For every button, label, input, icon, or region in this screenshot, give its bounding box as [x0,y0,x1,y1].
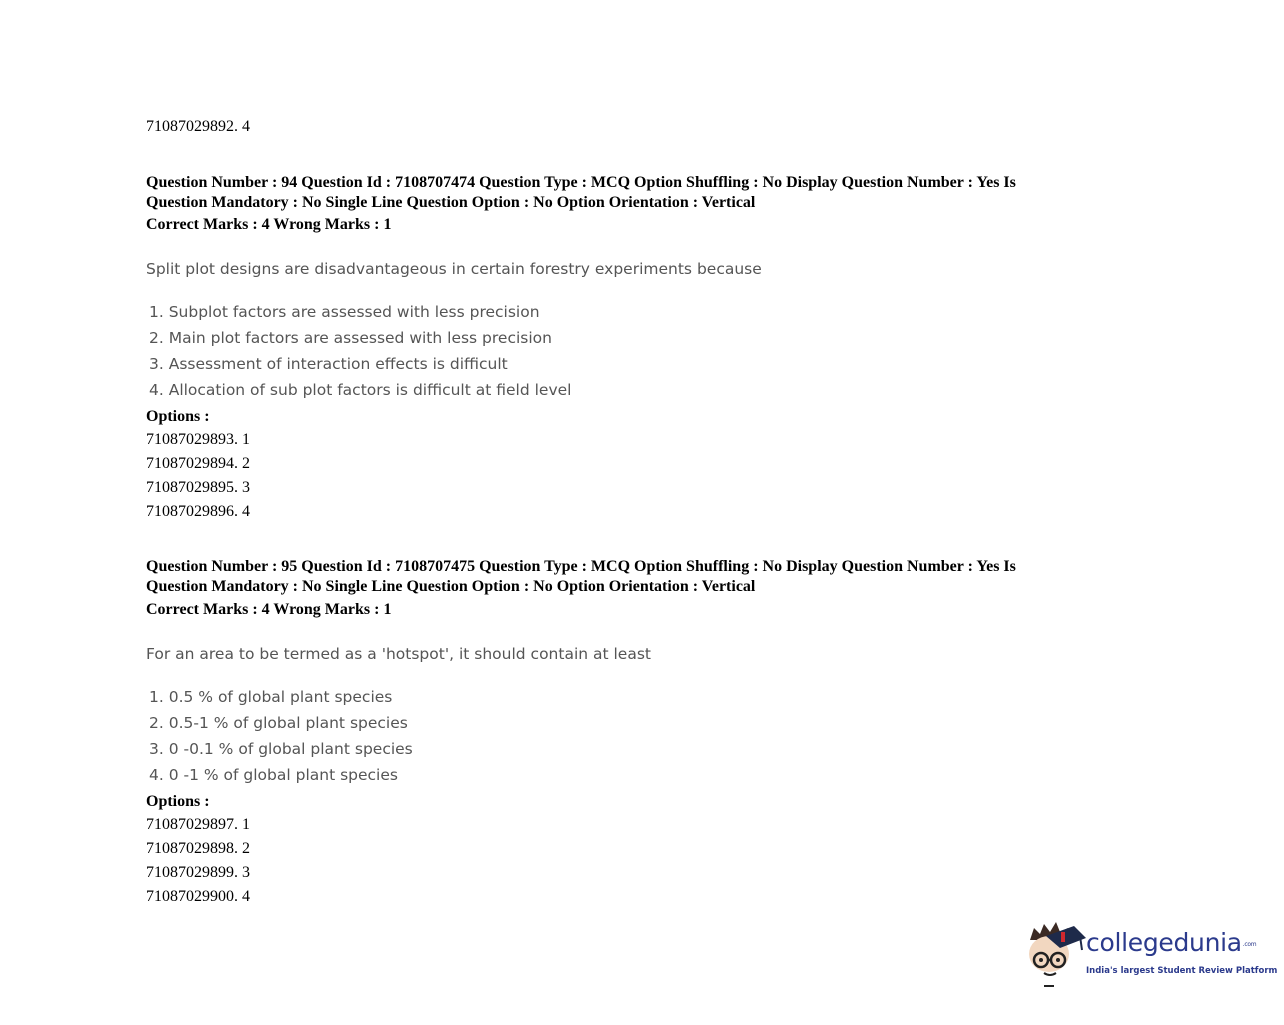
question-94-meta [146,173,1106,213]
question-meta-line: Question Number : 94 Question Id : 7108707474 Question Type : MCQ Option Shuffling : No Display Question Number : Yes Is [146,174,1016,191]
option-id: 71087029896. 4 [146,503,250,520]
choice-item: 1. 0.5 % of global plant species [149,688,393,706]
choice-item: 4. 0 -1 % of global plant species [149,766,398,784]
question-meta-line: Question Number : 95 Question Id : 7108707475 Question Type : MCQ Option Shuffling : No Display Question Number : Yes Is [146,558,1016,575]
option-id: 71087029900. 4 [146,888,250,905]
logo-suffix: .com [1242,940,1257,948]
option-id: 71087029894. 2 [146,455,250,472]
question-marks: Correct Marks : 4 Wrong Marks : 1 [146,216,392,233]
question-meta-line: Question Mandatory : No Single Line Question Option : No Option Orientation : Vertical [146,194,756,211]
option-id: 71087029897. 1 [146,816,250,833]
question-95-meta [146,557,1106,597]
options-label: Options : [146,793,210,810]
question-marks: Correct Marks : 4 Wrong Marks : 1 [146,601,392,618]
option-id: 71087029899. 3 [146,864,250,881]
option-id: 71087029898. 2 [146,840,250,857]
collegedunia-logo [1024,918,1278,990]
logo-tagline: India's largest Student Review Platform [1086,966,1278,976]
choice-item: 3. 0 -0.1 % of global plant species [149,740,413,758]
option-id: 71087029892. 4 [146,118,250,135]
choice-item: 2. 0.5-1 % of global plant species [149,714,408,732]
option-id: 71087029895. 3 [146,479,250,496]
logo-wordmark [1086,928,1256,957]
question-meta-line: Question Mandatory : No Single Line Question Option : No Option Orientation : Vertical [146,578,756,595]
choice-item: 1. Subplot factors are assessed with less precision [149,303,540,321]
options-label: Options : [146,408,210,425]
mascot-icon [1024,918,1086,990]
choice-item: 3. Assessment of interaction effects is difficult [149,355,508,373]
question-text: Split plot designs are disadvantageous in certain forestry experiments because [146,260,762,278]
choice-item: 4. Allocation of sub plot factors is difficult at field level [149,381,572,399]
choice-item: 2. Main plot factors are assessed with less precision [149,329,552,347]
option-id: 71087029893. 1 [146,431,250,448]
question-text: For an area to be termed as a 'hotspot', it should contain at least [146,645,651,663]
logo-name: collegedunia [1086,928,1242,957]
